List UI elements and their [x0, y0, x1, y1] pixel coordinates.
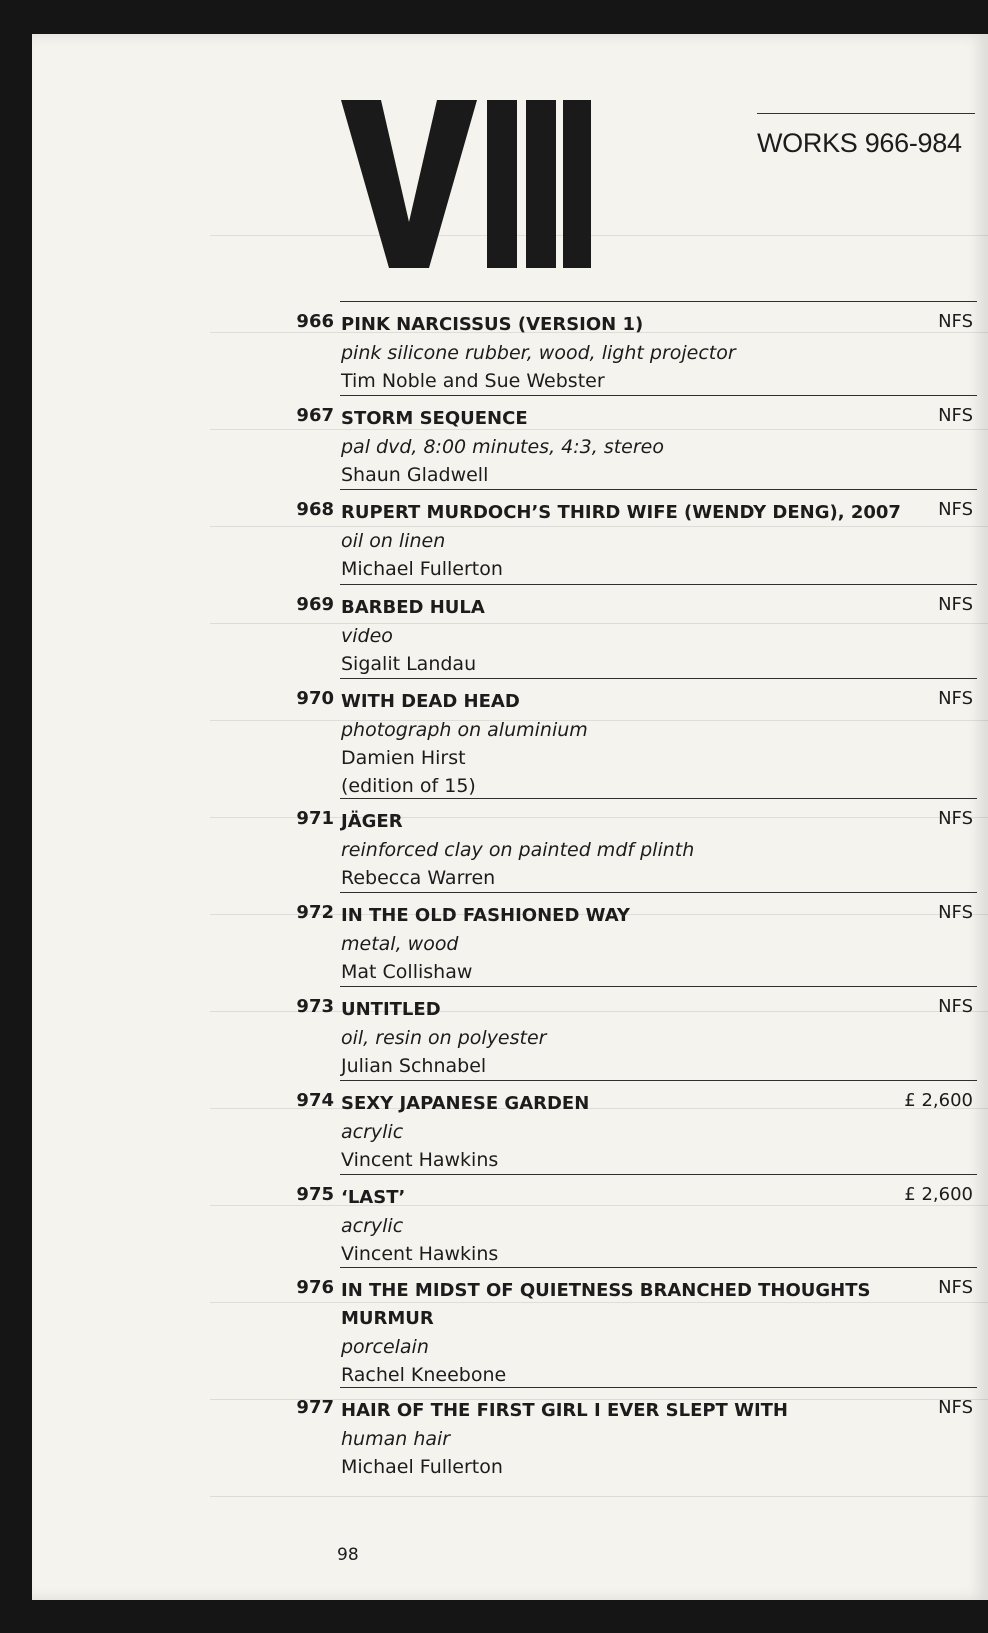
entry-medium: pal dvd, 8:00 minutes, 4:3, stereo: [341, 436, 664, 458]
section-numeral: [341, 100, 591, 270]
entry-price: £ 2,600: [904, 1090, 973, 1111]
entry-medium: oil on linen: [341, 530, 446, 552]
entry-body: [341, 405, 927, 489]
entry-number: 971: [296, 808, 334, 829]
entry-title: IN THE MIDST OF QUIETNESS BRANCHED THOUGHTS MURMUR: [341, 1280, 871, 1329]
entry-title: HAIR OF THE FIRST GIRL I EVER SLEPT WITH: [341, 1400, 788, 1421]
entry-body: [341, 688, 927, 800]
entry-body: [341, 594, 927, 678]
entry-medium: human hair: [341, 1428, 451, 1450]
entry-title: IN THE OLD FASHIONED WAY: [341, 905, 630, 926]
entry-edition: (edition of 15): [341, 775, 476, 797]
entry-number: 966: [296, 311, 334, 332]
entry-body: [341, 311, 927, 395]
entry-medium: porcelain: [341, 1336, 429, 1358]
entry-price: NFS: [938, 311, 973, 332]
entry-artist: Shaun Gladwell: [341, 464, 489, 486]
entry-price: £ 2,600: [904, 1184, 973, 1205]
entry-body: [341, 808, 927, 892]
entry-medium: photograph on aluminium: [341, 719, 588, 741]
entry-rule: [340, 1387, 977, 1388]
entry-price: NFS: [938, 902, 973, 923]
entry-title: UNTITLED: [341, 999, 441, 1020]
entry-title: WITH DEAD HEAD: [341, 691, 520, 712]
entry-body: [341, 499, 927, 583]
entry-price: NFS: [938, 1277, 973, 1298]
entry-number: 972: [296, 902, 334, 923]
entry-artist: Michael Fullerton: [341, 1456, 503, 1478]
entry-rule: [340, 1080, 977, 1081]
entry-medium: video: [341, 625, 393, 647]
entry-number: 973: [296, 996, 334, 1017]
entry-medium: metal, wood: [341, 933, 459, 955]
entry-medium: acrylic: [341, 1121, 404, 1143]
entry-title: PINK NARCISSUS (VERSION 1): [341, 314, 644, 335]
page-number: 98: [337, 1545, 359, 1565]
entry-body: [341, 1184, 927, 1268]
entry-medium: oil, resin on polyester: [341, 1027, 547, 1049]
entry-number: 967: [296, 405, 334, 426]
entry-price: NFS: [938, 1397, 973, 1418]
entry-price: NFS: [938, 594, 973, 615]
entry-artist: Damien Hirst: [341, 747, 466, 769]
entry-price: NFS: [938, 808, 973, 829]
header-rule: [757, 113, 975, 114]
entry-number: 975: [296, 1184, 334, 1205]
entry-number: 976: [296, 1277, 334, 1298]
entry-rule: [340, 892, 977, 893]
entry-artist: Rebecca Warren: [341, 867, 496, 889]
entry-artist: Vincent Hawkins: [341, 1243, 499, 1265]
entry-artist: Sigalit Landau: [341, 653, 477, 675]
entry-number: 968: [296, 499, 334, 520]
entry-number: 977: [296, 1397, 334, 1418]
entry-body: [341, 996, 927, 1080]
entry-medium: reinforced clay on painted mdf plinth: [341, 839, 695, 861]
entry-body: [341, 902, 927, 986]
entry-artist: Mat Collishaw: [341, 961, 473, 983]
entry-body: [341, 1277, 927, 1389]
entry-number: 974: [296, 1090, 334, 1111]
entry-rule: [340, 678, 977, 679]
entry-price: NFS: [938, 688, 973, 709]
entry-title: SEXY JAPANESE GARDEN: [341, 1093, 590, 1114]
entry-price: NFS: [938, 405, 973, 426]
entry-artist: Rachel Kneebone: [341, 1364, 507, 1386]
entry-title: ‘LAST’: [341, 1187, 406, 1208]
entry-body: [341, 1090, 927, 1174]
entry-price: NFS: [938, 499, 973, 520]
works-range-title: WORKS 966-984: [757, 128, 962, 158]
entry-title: BARBED HULA: [341, 597, 485, 618]
entry-rule: [340, 1267, 977, 1268]
entry-artist: Vincent Hawkins: [341, 1149, 499, 1171]
entry-artist: Tim Noble and Sue Webster: [341, 370, 605, 392]
entry-rule: [340, 986, 977, 987]
entry-rule: [340, 798, 977, 799]
entry-rule: [340, 301, 977, 302]
entry-price: NFS: [938, 996, 973, 1017]
entry-rule: [340, 1174, 977, 1175]
entry-number: 970: [296, 688, 334, 709]
entry-medium: pink silicone rubber, wood, light projector: [341, 342, 736, 364]
entry-title: STORM SEQUENCE: [341, 408, 528, 429]
entry-title: JÄGER: [341, 811, 403, 832]
entry-number: 969: [296, 594, 334, 615]
entry-body: [341, 1397, 927, 1481]
entry-rule: [340, 489, 977, 490]
entry-medium: acrylic: [341, 1215, 404, 1237]
entry-artist: Michael Fullerton: [341, 558, 503, 580]
entry-rule: [340, 395, 977, 396]
entry-rule: [340, 584, 977, 585]
entry-title: RUPERT MURDOCH’S THIRD WIFE (WENDY DENG), 2007: [341, 502, 901, 523]
entry-artist: Julian Schnabel: [341, 1055, 487, 1077]
